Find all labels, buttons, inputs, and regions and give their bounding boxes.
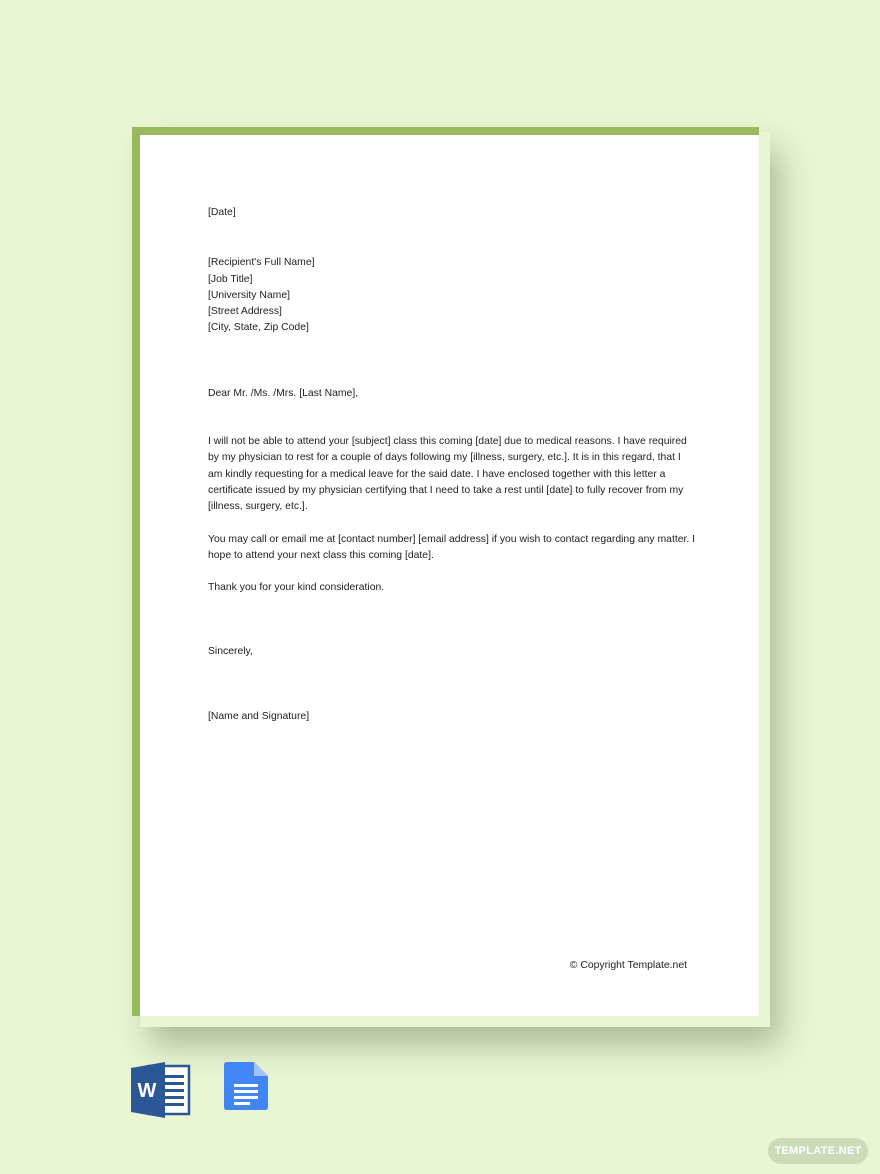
recipient-city-state-zip: [City, State, Zip Code]: [208, 322, 309, 334]
letter-date: [Date]: [208, 207, 236, 218]
recipient-street: [Street Address]: [208, 306, 282, 318]
google-docs-icon[interactable]: [224, 1062, 268, 1110]
word-icon-letter: W: [137, 1080, 157, 1102]
recipient-job-title: [Job Title]: [208, 273, 253, 285]
recipient-university: [University Name]: [208, 289, 290, 301]
closing: Sincerely,: [208, 646, 253, 658]
body-paragraph: You may call or email me at [contact number] [email address] if you wish to contact regarding any matter. I hope to attend your next class this coming [date].: [208, 533, 696, 561]
copyright-notice: © Copyright Template.net: [569, 960, 687, 971]
salutation: Dear Mr. /Ms. /Mrs. [Last Name],: [208, 387, 359, 399]
letter-body: [208, 205, 698, 725]
recipient-address: [208, 255, 698, 336]
document-page: [132, 127, 759, 1016]
recipient-name: [Recipient's Full Name]: [208, 257, 315, 269]
word-icon[interactable]: [131, 1062, 191, 1118]
body-paragraph: I will not be able to attend your [subject] class this coming [date] due to medical reasons. I have required by my physician to rest for a couple of days following my [illness, surgery, etc.]. It is in this regard, that I am kindly requesting for a medical leave for the said date. I have enclosed together with this letter a certificate issued by my physician certifying that I need to take a rest until [date] to fully recover from my [illness, surgery, etc.].: [208, 436, 687, 513]
thank-you-line: Thank you for your kind consideration.: [208, 582, 385, 594]
template-net-badge[interactable]: TEMPLATE.NET: [768, 1138, 868, 1164]
signature-line: [Name and Signature]: [208, 710, 310, 722]
